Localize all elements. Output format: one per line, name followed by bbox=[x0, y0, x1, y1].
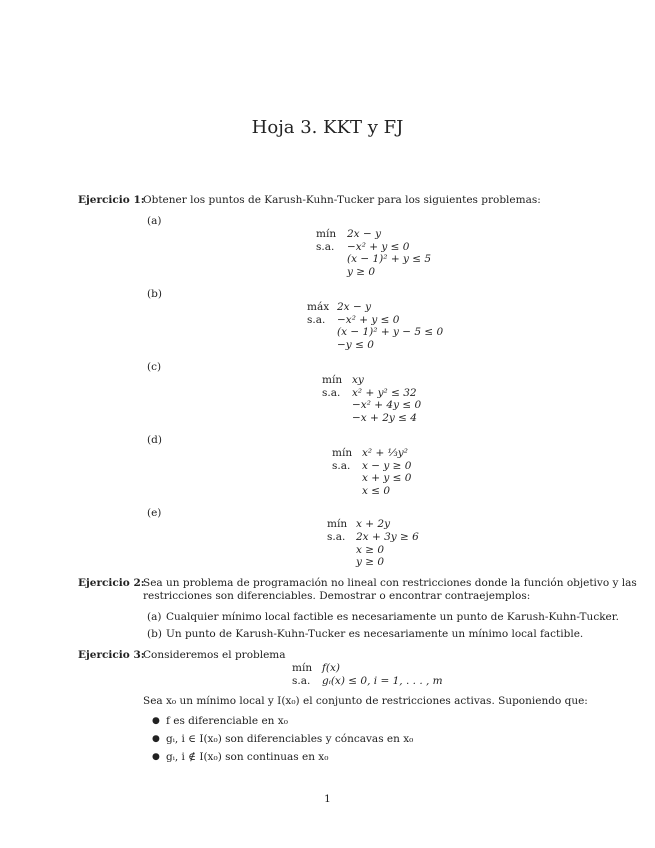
part-d-objective: x² + ⅓y² bbox=[362, 447, 408, 459]
part-b-obj-kw: máx bbox=[307, 301, 330, 313]
part-a-constraint-2: (x − 1)² + y ≤ 5 bbox=[347, 253, 432, 265]
exercise-2-intro-line-1: Sea un problema de programación no lineal con restricciones donde la función objetivo y las bbox=[143, 577, 637, 589]
part-c-constraint-2: −x² + 4y ≤ 0 bbox=[352, 399, 422, 411]
part-b-constraint-1: −x² + y ≤ 0 bbox=[337, 314, 400, 326]
exercise-2-item-a-text: Cualquier mínimo local factible es necesariamente un punto de Karush-Kuhn-Tucker. bbox=[166, 611, 619, 623]
part-d-constraint-2: x + y ≤ 0 bbox=[362, 472, 412, 484]
part-d-tag: (d) bbox=[147, 434, 162, 446]
part-a-constraint-3: y ≥ 0 bbox=[347, 266, 376, 278]
part-c-objective: xy bbox=[352, 374, 364, 386]
part-e-objective: x + 2y bbox=[356, 518, 391, 530]
bullet-icon: ● bbox=[152, 716, 160, 726]
part-d-constraint-1: x − y ≥ 0 bbox=[362, 460, 412, 472]
part-e-constraint-2: x ≥ 0 bbox=[356, 544, 385, 556]
part-c-tag: (c) bbox=[147, 361, 162, 373]
part-a-objective: 2x − y bbox=[347, 228, 382, 240]
part-b-tag: (b) bbox=[147, 288, 162, 300]
part-d-st-kw: s.a. bbox=[332, 460, 351, 472]
exercise-2-label: Ejercicio 2: bbox=[78, 577, 145, 589]
part-a-objective-row bbox=[316, 228, 336, 240]
exercise-3-bullet-2: gᵢ, i ∈ I(x₀) son diferenciables y cóncavas en x₀ bbox=[166, 733, 414, 745]
exercise-2-item-a-tag: (a) bbox=[147, 611, 162, 623]
exercise-3-obj-kw: mín bbox=[292, 662, 313, 674]
exercise-3-objective: f(x) bbox=[322, 662, 341, 674]
exercise-1-label: Ejercicio 1: bbox=[78, 194, 145, 206]
exercise-3-intro: Consideremos el problema bbox=[143, 649, 286, 661]
part-e-tag: (e) bbox=[147, 507, 162, 519]
exercise-2-item-b-tag: (b) bbox=[147, 628, 162, 640]
part-c-obj-kw: mín bbox=[322, 374, 343, 386]
exercise-3-bullet-3: gᵢ, i ∉ I(x₀) son continuas en x₀ bbox=[166, 751, 329, 763]
part-b-constraint-2: (x − 1)² + y − 5 ≤ 0 bbox=[337, 326, 444, 338]
exercise-3-label: Ejercicio 3: bbox=[78, 649, 145, 661]
part-d-obj-kw: mín bbox=[332, 447, 353, 459]
part-b-constraint-3: −y ≤ 0 bbox=[337, 339, 374, 351]
part-c-st-kw: s.a. bbox=[322, 387, 341, 399]
part-e-st-kw: s.a. bbox=[327, 531, 346, 543]
exercise-2-item-b-text: Un punto de Karush-Kuhn-Tucker es necesariamente un mínimo local factible. bbox=[166, 628, 584, 640]
part-e-obj-kw: mín bbox=[327, 518, 348, 530]
exercise-3-st-kw: s.a. bbox=[292, 675, 311, 687]
part-b-st-kw: s.a. bbox=[307, 314, 326, 326]
part-a-obj-kw: mín bbox=[316, 228, 337, 240]
exercise-3-constraint: gᵢ(x) ≤ 0, i = 1, . . . , m bbox=[322, 675, 443, 687]
exercise-2-intro-line-2: restricciones son diferenciables. Demostrar o encontrar contraejemplos: bbox=[143, 590, 531, 602]
part-c-constraint-1: x² + y² ≤ 32 bbox=[352, 387, 417, 399]
part-c-constraint-3: −x + 2y ≤ 4 bbox=[352, 412, 417, 424]
part-b-objective: 2x − y bbox=[337, 301, 372, 313]
exercise-3-text: Sea x₀ un mínimo local y I(x₀) el conjunto de restricciones activas. Suponiendo que: bbox=[143, 695, 588, 707]
exercise-3-bullet-1: f es diferenciable en x₀ bbox=[166, 715, 288, 727]
exercise-1-intro: Obtener los puntos de Karush-Kuhn-Tucker para los siguientes problemas: bbox=[143, 194, 541, 206]
part-e-constraint-3: y ≥ 0 bbox=[356, 556, 385, 568]
part-e-constraint-1: 2x + 3y ≥ 6 bbox=[356, 531, 419, 543]
part-a-tag: (a) bbox=[147, 215, 162, 227]
bullet-icon: ● bbox=[152, 734, 160, 744]
part-a-st-kw: s.a. bbox=[316, 241, 335, 253]
bullet-icon: ● bbox=[152, 752, 160, 762]
part-a-constraint-1: −x² + y ≤ 0 bbox=[347, 241, 410, 253]
page-title: Hoja 3. KKT y FJ bbox=[251, 117, 404, 138]
part-d-constraint-3: x ≤ 0 bbox=[362, 485, 391, 497]
page-number: 1 bbox=[324, 793, 331, 805]
